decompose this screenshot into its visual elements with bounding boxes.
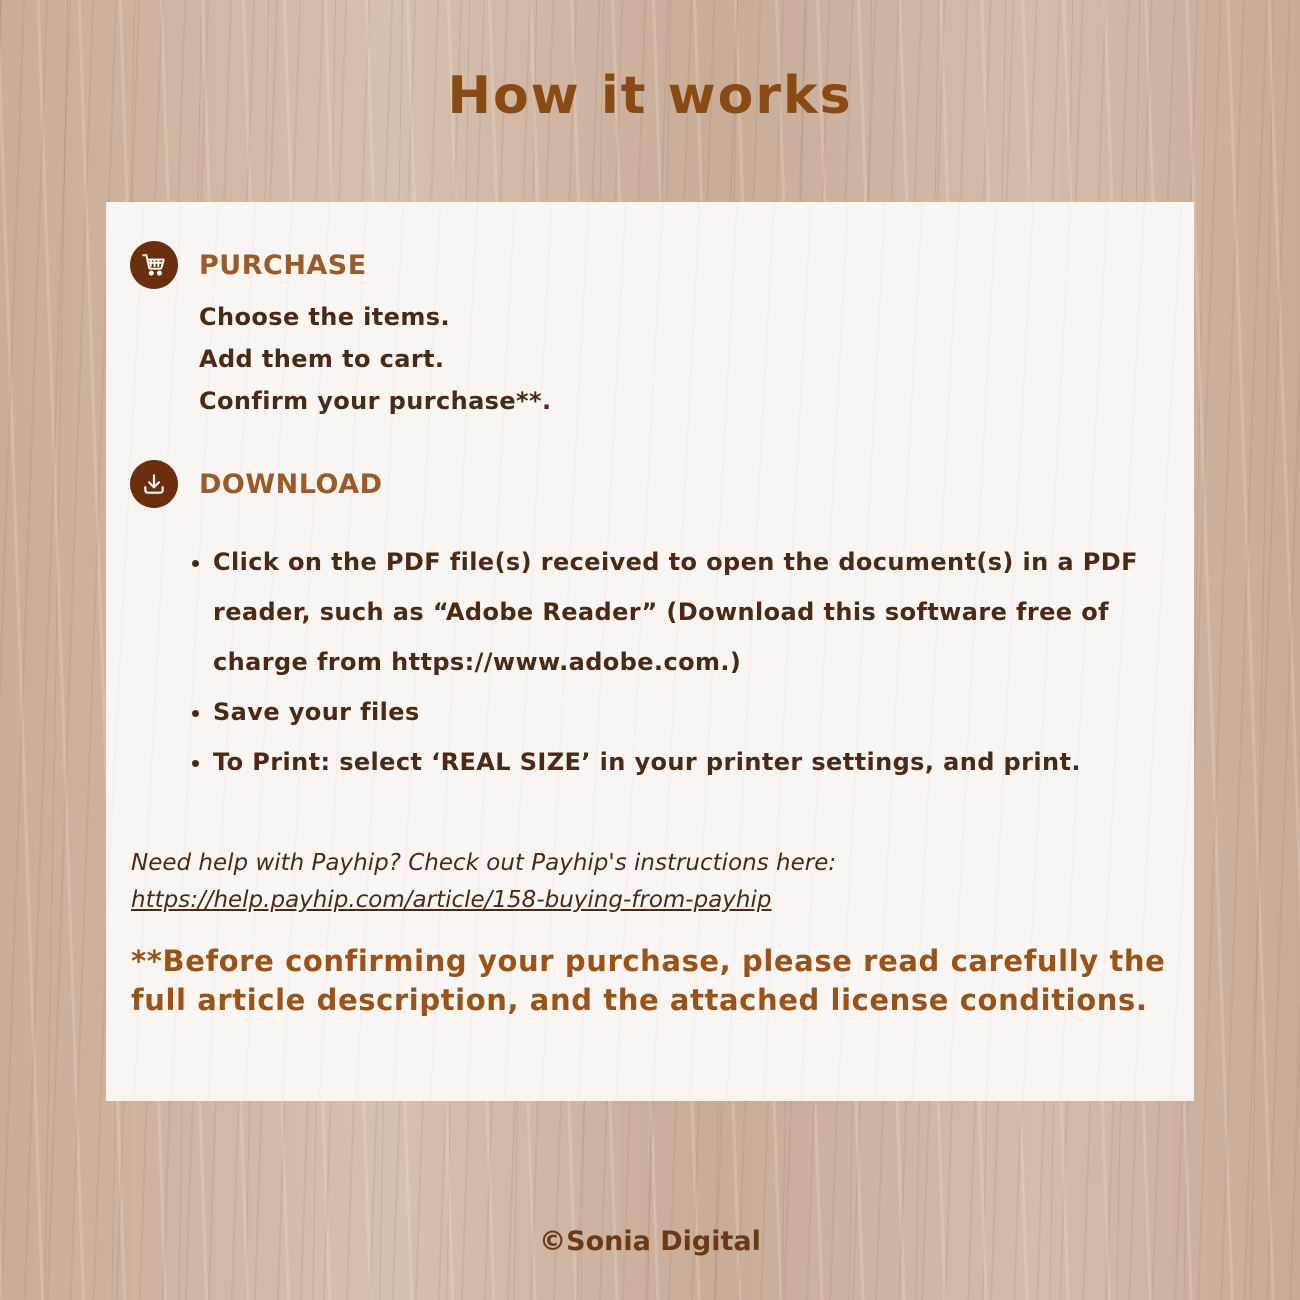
download-icon: [130, 460, 178, 508]
purchase-step: Add them to cart.: [199, 345, 445, 373]
help-text: Need help with Payhip? Check out Payhip's instructions here:: [131, 850, 837, 876]
copyright-footer: ©Sonia Digital: [539, 1226, 761, 1257]
purchase-heading: PURCHASE: [199, 249, 367, 281]
info-card: [106, 202, 1194, 1101]
purchase-warning: **Before confirming your purchase, please read carefully the full article description, and the attached license conditions.: [131, 944, 1166, 1017]
download-section-header: [130, 460, 383, 508]
purchase-steps: [199, 296, 551, 422]
payhip-help-link[interactable]: https://help.payhip.com/article/158-buying-from-payhip: [131, 887, 772, 913]
shopping-cart-icon: [130, 241, 178, 289]
download-heading: DOWNLOAD: [199, 468, 383, 500]
purchase-step: Confirm your purchase**.: [199, 387, 552, 415]
help-note: [131, 845, 1171, 919]
download-step: • Click on the PDF file(s) received to open the document(s) in a PDF reader, such as “Adobe Reader” (Download this software free of charge from https://www.adobe.com.): [213, 537, 1193, 687]
purchase-step: Choose the items.: [199, 303, 450, 331]
download-steps: [189, 537, 1193, 787]
page-title: How it works: [447, 66, 853, 126]
download-step: • To Print: select ‘REAL SIZE’ in your printer settings, and print.: [213, 737, 1193, 787]
download-step: • Save your files: [213, 687, 1193, 737]
purchase-section-header: [130, 241, 367, 289]
